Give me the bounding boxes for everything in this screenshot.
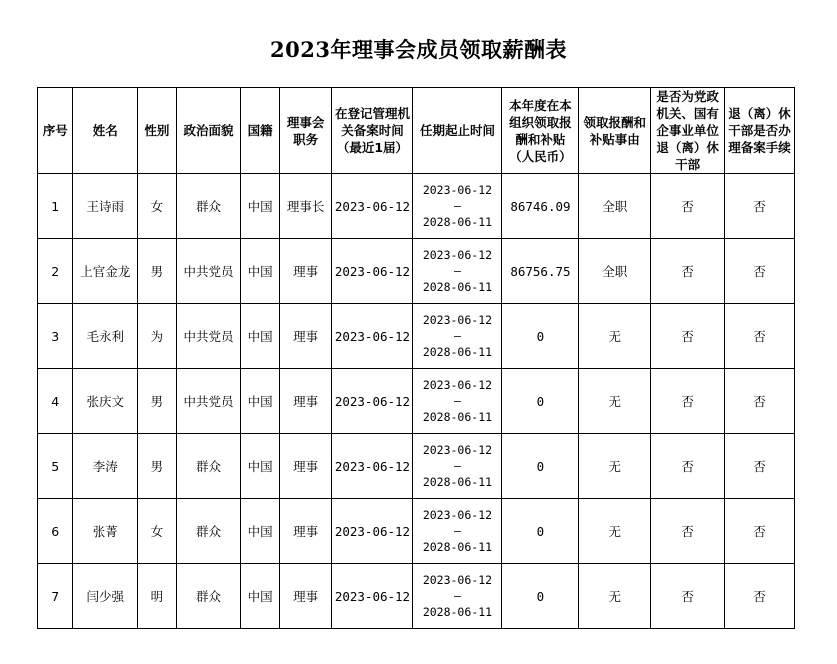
cell-filed: 否 xyxy=(725,174,795,239)
cell-retired: 否 xyxy=(651,304,725,369)
cell-retired: 否 xyxy=(651,564,725,629)
cell-term xyxy=(413,239,502,304)
cell-nationality: 中国 xyxy=(241,174,279,239)
header-pay: 本年度在本组织领取报酬和补贴（人民币） xyxy=(502,88,579,174)
cell-retired: 否 xyxy=(651,369,725,434)
header-retired: 是否为党政机关、国有企事业单位退（离）休干部 xyxy=(651,88,725,174)
term-end: 2028-06-11 xyxy=(422,345,493,359)
cell-reason: 全职 xyxy=(579,174,651,239)
header-filed: 退（离）休干部是否办理备案手续 xyxy=(725,88,795,174)
cell-nationality: 中国 xyxy=(241,304,279,369)
term-separator: – xyxy=(453,524,461,538)
term-start: 2023-06-12 xyxy=(422,508,493,522)
cell-retired: 否 xyxy=(651,239,725,304)
term-start: 2023-06-12 xyxy=(422,378,493,392)
cell-filed: 否 xyxy=(725,434,795,499)
cell-no: 1 xyxy=(38,174,73,239)
cell-term xyxy=(413,564,502,629)
salary-table xyxy=(37,87,795,629)
term-end: 2028-06-11 xyxy=(422,280,493,294)
cell-term xyxy=(413,434,502,499)
table-row xyxy=(38,174,795,239)
cell-filed: 否 xyxy=(725,499,795,564)
cell-record-date: 2023-06-12 xyxy=(332,369,413,434)
cell-political: 群众 xyxy=(176,499,241,564)
cell-nationality: 中国 xyxy=(241,369,279,434)
cell-pay: 0 xyxy=(502,499,579,564)
cell-political: 中共党员 xyxy=(176,369,241,434)
cell-name: 张庆文 xyxy=(73,369,138,434)
cell-no: 2 xyxy=(38,239,73,304)
cell-nationality: 中国 xyxy=(241,239,279,304)
term-separator: – xyxy=(453,199,461,213)
cell-term xyxy=(413,174,502,239)
cell-name: 毛永利 xyxy=(73,304,138,369)
table-row xyxy=(38,564,795,629)
cell-record-date: 2023-06-12 xyxy=(332,499,413,564)
cell-gender: 男 xyxy=(138,434,176,499)
term-end: 2028-06-11 xyxy=(422,215,493,229)
term-end: 2028-06-11 xyxy=(422,605,493,619)
cell-filed: 否 xyxy=(725,369,795,434)
header-name: 姓名 xyxy=(73,88,138,174)
cell-record-date: 2023-06-12 xyxy=(332,564,413,629)
term-start: 2023-06-12 xyxy=(422,183,493,197)
cell-position: 理事 xyxy=(279,564,332,629)
cell-filed: 否 xyxy=(725,239,795,304)
cell-political: 群众 xyxy=(176,564,241,629)
cell-name: 王诗雨 xyxy=(73,174,138,239)
cell-nationality: 中国 xyxy=(241,564,279,629)
cell-political: 群众 xyxy=(176,434,241,499)
cell-term xyxy=(413,369,502,434)
term-separator: – xyxy=(453,394,461,408)
cell-position: 理事长 xyxy=(279,174,332,239)
header-reason: 领取报酬和补贴事由 xyxy=(579,88,651,174)
cell-name: 李涛 xyxy=(73,434,138,499)
table-row xyxy=(38,369,795,434)
cell-position: 理事 xyxy=(279,239,332,304)
cell-pay: 86756.75 xyxy=(502,239,579,304)
cell-reason: 无 xyxy=(579,434,651,499)
cell-gender: 男 xyxy=(138,239,176,304)
term-end: 2028-06-11 xyxy=(422,540,493,554)
term-start: 2023-06-12 xyxy=(422,573,493,587)
cell-reason: 无 xyxy=(579,369,651,434)
cell-term xyxy=(413,499,502,564)
cell-pay: 0 xyxy=(502,564,579,629)
cell-nationality: 中国 xyxy=(241,434,279,499)
table-header-row xyxy=(38,88,795,174)
cell-no: 5 xyxy=(38,434,73,499)
cell-nationality: 中国 xyxy=(241,499,279,564)
header-no: 序号 xyxy=(38,88,73,174)
cell-record-date: 2023-06-12 xyxy=(332,174,413,239)
cell-record-date: 2023-06-12 xyxy=(332,239,413,304)
header-record-date: 在登记管理机关备案时间（最近1届） xyxy=(332,88,413,174)
cell-political: 中共党员 xyxy=(176,239,241,304)
cell-filed: 否 xyxy=(725,564,795,629)
table-row xyxy=(38,499,795,564)
cell-reason: 全职 xyxy=(579,239,651,304)
cell-pay: 0 xyxy=(502,434,579,499)
header-gender: 性别 xyxy=(138,88,176,174)
cell-political: 群众 xyxy=(176,174,241,239)
term-start: 2023-06-12 xyxy=(422,313,493,327)
table-row xyxy=(38,239,795,304)
cell-gender: 女 xyxy=(138,499,176,564)
cell-record-date: 2023-06-12 xyxy=(332,434,413,499)
cell-gender: 女 xyxy=(138,174,176,239)
cell-position: 理事 xyxy=(279,499,332,564)
cell-name: 张菁 xyxy=(73,499,138,564)
cell-filed: 否 xyxy=(725,304,795,369)
term-separator: – xyxy=(453,589,461,603)
table-row xyxy=(38,434,795,499)
cell-retired: 否 xyxy=(651,499,725,564)
cell-position: 理事 xyxy=(279,434,332,499)
header-political: 政治面貌 xyxy=(176,88,241,174)
page-title: 2023年理事会成员领取薪酬表 xyxy=(270,37,567,62)
cell-gender: 男 xyxy=(138,369,176,434)
cell-no: 3 xyxy=(38,304,73,369)
cell-name: 上官金龙 xyxy=(73,239,138,304)
cell-reason: 无 xyxy=(579,304,651,369)
cell-political: 中共党员 xyxy=(176,304,241,369)
cell-reason: 无 xyxy=(579,564,651,629)
cell-position: 理事 xyxy=(279,304,332,369)
cell-reason: 无 xyxy=(579,499,651,564)
term-end: 2028-06-11 xyxy=(422,410,493,424)
table-row xyxy=(38,304,795,369)
header-nationality: 国籍 xyxy=(241,88,279,174)
cell-record-date: 2023-06-12 xyxy=(332,304,413,369)
header-term: 任期起止时间 xyxy=(413,88,502,174)
term-end: 2028-06-11 xyxy=(422,475,493,489)
header-position: 理事会职务 xyxy=(279,88,332,174)
cell-retired: 否 xyxy=(651,174,725,239)
term-separator: – xyxy=(453,329,461,343)
cell-no: 4 xyxy=(38,369,73,434)
cell-position: 理事 xyxy=(279,369,332,434)
cell-pay: 0 xyxy=(502,369,579,434)
term-separator: – xyxy=(453,264,461,278)
cell-retired: 否 xyxy=(651,434,725,499)
cell-gender: 为 xyxy=(138,304,176,369)
term-start: 2023-06-12 xyxy=(422,248,493,262)
cell-pay: 0 xyxy=(502,304,579,369)
term-separator: – xyxy=(453,459,461,473)
cell-term xyxy=(413,304,502,369)
cell-pay: 86746.09 xyxy=(502,174,579,239)
cell-gender: 明 xyxy=(138,564,176,629)
cell-name: 闫少强 xyxy=(73,564,138,629)
cell-no: 7 xyxy=(38,564,73,629)
cell-no: 6 xyxy=(38,499,73,564)
term-start: 2023-06-12 xyxy=(422,443,493,457)
